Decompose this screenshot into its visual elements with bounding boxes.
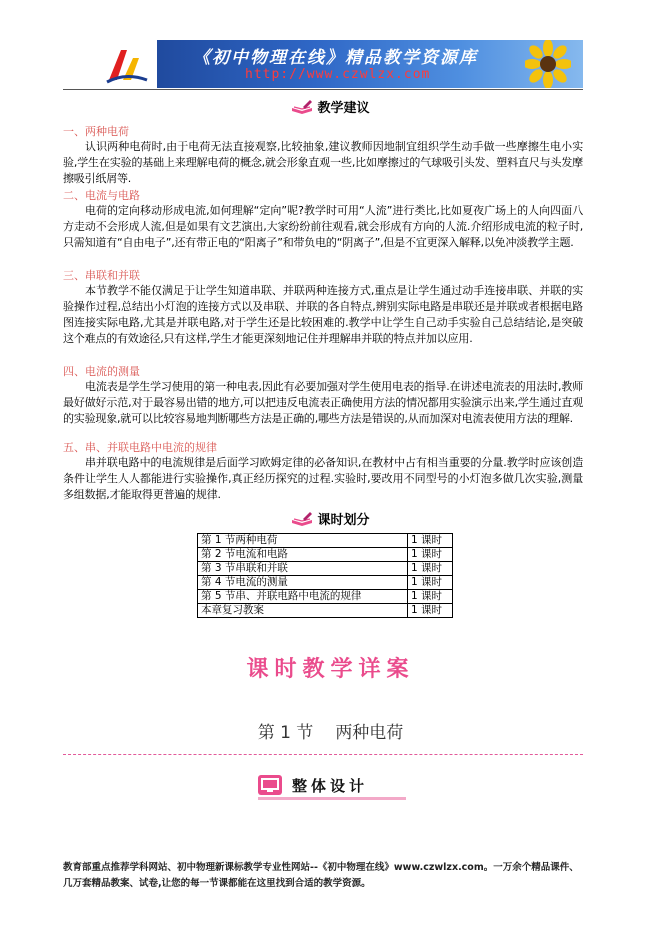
book-pen-icon xyxy=(291,99,313,115)
lesson-hours-cell: 1 课时 xyxy=(408,590,453,604)
advice-section-5 xyxy=(63,440,583,503)
overall-design-header xyxy=(258,772,418,800)
teaching-advice-heading-text: 教学建议 xyxy=(317,101,370,116)
table-row xyxy=(198,548,453,562)
site-banner xyxy=(95,40,583,88)
dashed-divider xyxy=(63,754,583,755)
banner-title: 《初中物理在线》精品教学资源库 xyxy=(193,48,478,68)
lesson-name-cell: 第 4 节电流的测量 xyxy=(198,576,408,590)
lesson-name-cell: 第 5 节串、并联电路中电流的规律 xyxy=(198,590,408,604)
table-row xyxy=(198,562,453,576)
table-row xyxy=(198,534,453,548)
lesson-name-cell: 本章复习教案 xyxy=(198,604,408,618)
site-logo-icon xyxy=(103,44,149,84)
footer-line-2: 几万套精品教案、试卷,让您的每一节课都能在这里找到合适的教学资源。 xyxy=(63,878,371,889)
section-body: 串并联电路中的电流规律是后面学习欧姆定律的必备知识,在教材中占有相当重要的分量.教学时应该创造条件让学生人人都能进行实验操作,真正经历探究的过程.实验时,要改用不同型号的小灯泡多做几次实验,测量多组数据,才能取得更普遍的规律. xyxy=(63,456,583,501)
advice-section-2 xyxy=(63,188,583,251)
lesson-hours-cell: 1 课时 xyxy=(408,548,453,562)
section-body: 本节教学不能仅满足于让学生知道串联、并联两种连接方式,重点是让学生通过动手连接串联、并联的实验操作过程,总结出小灯泡的连接方式以及串联、并联的各自特点,辨别实际电路是串联还是并联或者根据电路图连接实际电路,尤其是并联电路,对于学生还是比较困难的.教学中让学生自己动手实验自己总结结论,是突破这个难点的有效途径,只有这样,学生才能更深刻地记住并理解串并联的特点并加以应用. xyxy=(63,284,583,345)
section-body: 电流表是学生学习使用的第一种电表,因此有必要加强对学生使用电表的指导.在讲述电流表的用法时,教师最好做好示范,对于最容易出错的地方,可以把违反电流表正确使用方法的情况都用实验演示出来,学生通过直观的实验现象,就可以比较容易地判断哪些方法是正确的,哪些方法是错误的,从而加深对电流表使用方法的理解. xyxy=(63,380,583,425)
lesson-name-cell: 第 3 节串联和并联 xyxy=(198,562,408,576)
footer-line-1: 教育部重点推荐学科网站、初中物理新课标教学专业性网站--《初中物理在线》www.czwlzx.com。一万余个精品课件、 xyxy=(63,862,579,873)
table-row xyxy=(198,604,453,618)
monitor-icon xyxy=(258,775,282,795)
lesson-number: 第 1 节 xyxy=(257,723,314,743)
lesson-name-cell: 第 2 节电流和电路 xyxy=(198,548,408,562)
lesson-hours-cell: 1 课时 xyxy=(408,576,453,590)
lesson-heading xyxy=(0,718,661,743)
section-title: 三、串联和并联 xyxy=(63,269,140,282)
design-underline xyxy=(258,797,406,800)
header-rule xyxy=(63,89,583,90)
advice-section-4 xyxy=(63,364,583,427)
section-body: 电荷的定向移动形成电流,如何理解“定向”呢?教学时可用“人流”进行类比,比如夏夜广场上的人向四面八方走动不会形成人流,但是如果有文艺演出,大家纷纷前往观看,就会形成有方向的人流.介绍形成电流的粒子时,只需知道有“自由电子”,还有带正电的“阳离子”和带负电的“阴离子”,但是不宜更深入解释,以免冲淡教学主题. xyxy=(63,204,583,249)
schedule-table xyxy=(197,533,453,618)
overall-design-label: 整体设计 xyxy=(292,777,369,795)
section-title: 五、串、并联电路中电流的规律 xyxy=(63,441,217,454)
schedule-heading xyxy=(0,509,661,528)
lesson-hours-cell: 1 课时 xyxy=(408,604,453,618)
section-title: 四、电流的测量 xyxy=(63,365,140,378)
table-row xyxy=(198,576,453,590)
advice-section-3 xyxy=(63,268,583,347)
sunflower-icon xyxy=(525,40,571,88)
page-footer xyxy=(63,860,603,892)
advice-section-1 xyxy=(63,124,583,187)
lesson-plan-title: 课时教学详案 xyxy=(246,657,415,682)
lesson-hours-cell: 1 课时 xyxy=(408,562,453,576)
section-title: 二、电流与电路 xyxy=(63,189,140,202)
lesson-name: 两种电荷 xyxy=(335,723,404,743)
lesson-name-cell: 第 1 节两种电荷 xyxy=(198,534,408,548)
schedule-heading-text: 课时划分 xyxy=(317,513,370,528)
table-row xyxy=(198,590,453,604)
teaching-advice-heading xyxy=(0,97,661,116)
banner-url[interactable]: http://www.czwlzx.com xyxy=(245,67,431,82)
section-title: 一、两种电荷 xyxy=(63,125,129,138)
lesson-hours-cell: 1 课时 xyxy=(408,534,453,548)
section-body: 认识两种电荷时,由于电荷无法直接观察,比较抽象,建议教师因地制宜组织学生动手做一些摩擦生电小实验,学生在实验的基础上来理解电荷的概念,就会形象直观一些,比如摩擦过的气球吸引头发、塑料直尺与头发摩擦吸引纸屑等. xyxy=(63,140,583,185)
book-pen-icon xyxy=(291,511,313,527)
